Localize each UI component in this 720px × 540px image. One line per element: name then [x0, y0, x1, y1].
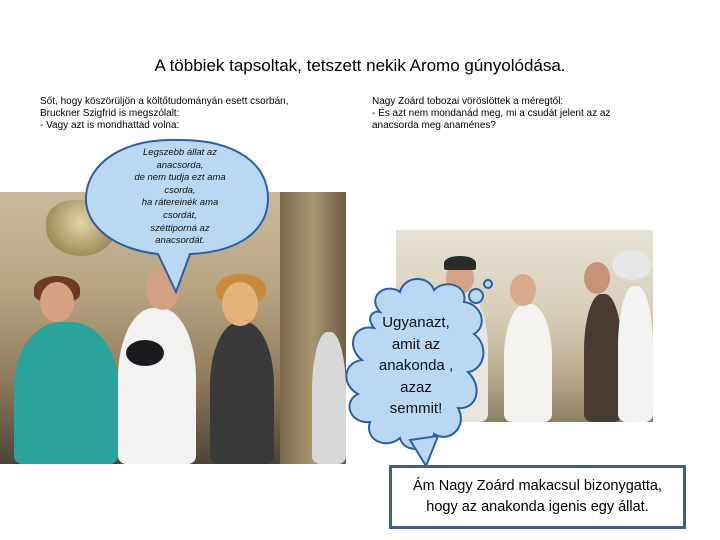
bubble-tail — [410, 436, 438, 466]
caption-box: Ám Nagy Zoárd makacsul bizonygatta, hogy az anakonda igenis egy állat. — [389, 465, 686, 529]
slide-title: A többiek tapsoltak, tetszett nekik Aromo gúnyolódása. — [154, 56, 566, 75]
thought-dot-large — [469, 289, 483, 303]
left-bubble-text: Legszebb állat az anacsorda, de nem tudja ezt ama csorda, ha rátereinék ama csordát, széttiporná az anacsordát. — [134, 147, 226, 247]
right-paragraph: Nagy Zoárd tobozai vöröslöttek a méregtől: - És azt nem mondanád meg, mi a csudát jelent az az anacsorda meg anaménes? — [372, 96, 611, 131]
right-bubble-text: Ugyanazt, amit az anakonda , azaz semmit! — [378, 314, 454, 417]
left-paragraph: Sőt, hogy köszörüljön a költőtudományán esett csorbán, Bruckner Szigfrid is megszólalt: - Vagy azt is mondhattad volna: — [40, 96, 289, 131]
thought-dot-small — [484, 280, 492, 288]
